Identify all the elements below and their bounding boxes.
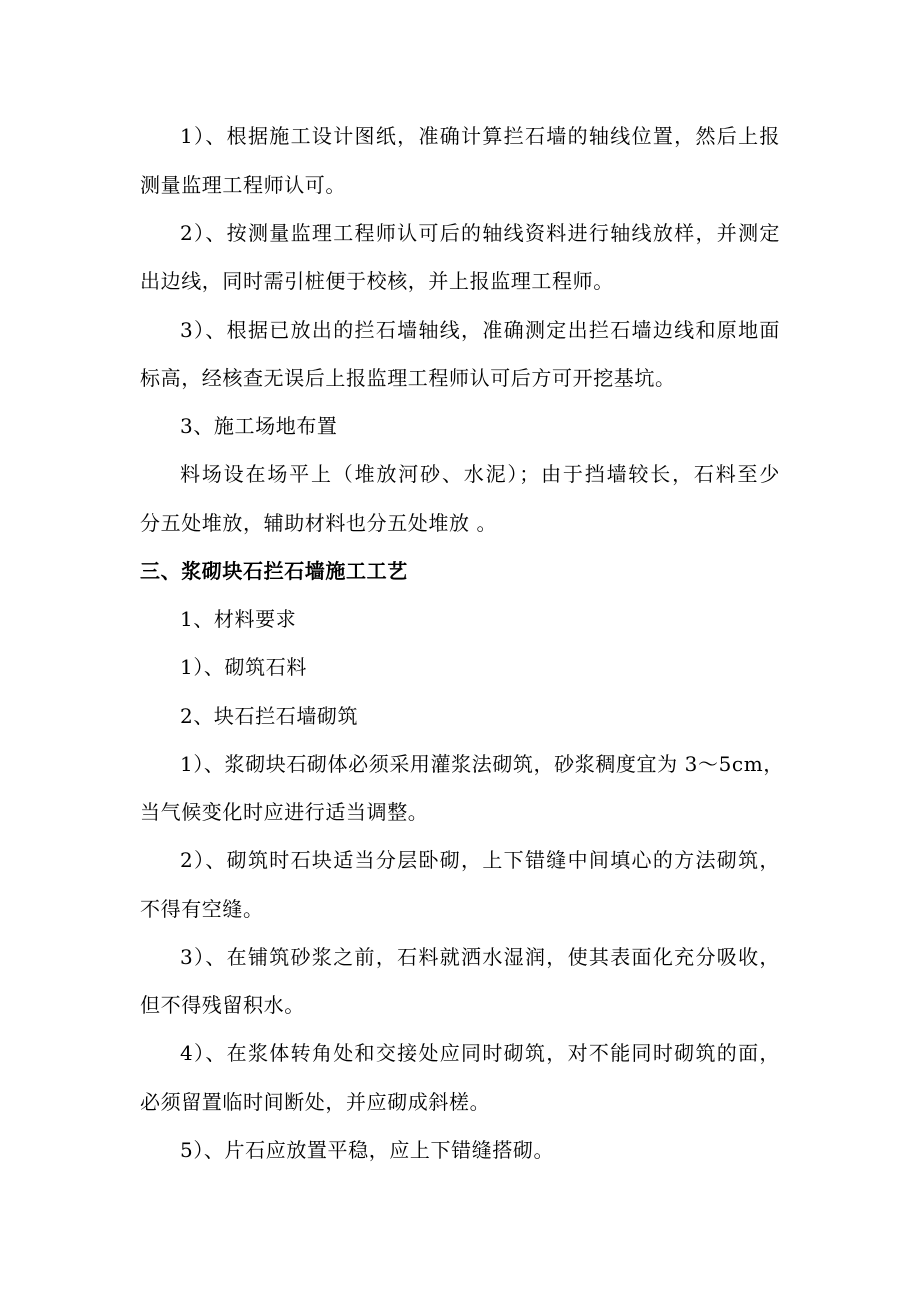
paragraph-9-line-1: 1）、浆砌块石砌体必须采用灌浆法砌筑，砂浆稠度宜为 3～5cm， (180, 752, 784, 776)
paragraph-12-line-1: 4）、在浆体转角处和交接处应同时砌筑，对不能同时砌筑的面， (180, 1041, 780, 1065)
wall-masonry: 2、块石拦石墙砌筑 (180, 704, 359, 728)
masonry-stone: 1）、砌筑石料 (180, 655, 307, 679)
paragraph-10-line-1: 2）、砌筑时石块适当分层卧砌，上下错缝中间填心的方法砌筑， (180, 848, 780, 872)
paragraph-9-line-2: 当气候变化时应进行适当调整。 (140, 800, 429, 824)
section-3-site-layout: 3、施工场地布置 (180, 414, 338, 438)
paragraph-12-line-2: 必须留置临时间断处，并应砌成斜槎。 (140, 1090, 491, 1114)
paragraph-5-line-1: 料场设在场平上（堆放河砂、水泥）；由于挡墙较长，石料至少 (180, 462, 780, 486)
paragraph-11-line-1: 3）、在铺筑砂浆之前，石料就洒水湿润，使其表面化充分吸收， (180, 945, 780, 969)
paragraph-10-line-2: 不得有空缝。 (140, 897, 264, 921)
paragraph-2-line-2: 出边线，同时需引桩便于校核，并上报监理工程师。 (140, 269, 614, 293)
paragraph-11-line-2: 但不得残留积水。 (140, 993, 305, 1017)
paragraph-3-line-2: 标高，经核查无误后上报监理工程师认可后方可开挖基坑。 (140, 366, 676, 390)
paragraph-13: 5）、片石应放置平稳，应上下错缝搭砌。 (180, 1138, 555, 1162)
paragraph-1-line-1: 1）、根据施工设计图纸，准确计算拦石墙的轴线位置，然后上报 (180, 124, 780, 148)
paragraph-2-line-1: 2）、按测量监理工程师认可后的轴线资料进行轴线放样，并测定 (180, 221, 780, 245)
section-heading-three: 三、浆砌块石拦石墙施工工艺 (140, 559, 408, 583)
paragraph-3-line-1: 3）、根据已放出的拦石墙轴线，准确测定出拦石墙边线和原地面 (180, 318, 780, 342)
paragraph-5-line-2: 分五处堆放，辅助材料也分五处堆放 。 (140, 511, 498, 535)
material-requirements: 1、材料要求 (180, 607, 297, 631)
paragraph-1-line-2: 测量监理工程师认可。 (140, 173, 346, 197)
